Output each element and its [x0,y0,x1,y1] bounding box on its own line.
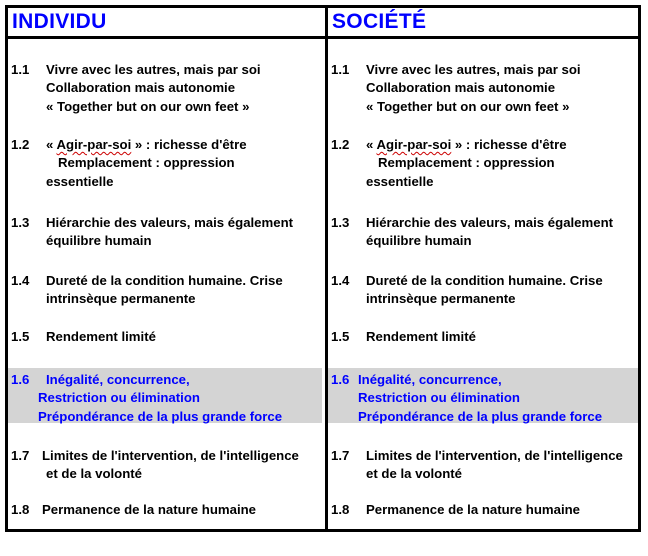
column-individu [8,39,322,529]
item-number: 1.8 [11,502,30,517]
item-line: Hiérarchie des valeurs, mais également [366,215,614,230]
comparison-table [5,5,641,532]
item-line: Limites de l'intervention, de l'intelligence [366,448,623,463]
item-line: Permanence de la nature humaine [42,502,257,517]
item-line: Remplacement : oppression [58,155,235,171]
item-number: 1.1 [331,62,350,77]
item-number: 1.7 [11,448,30,463]
item-line: Remplacement : oppression [378,155,555,171]
item-line: équilibre humain [46,233,152,249]
item-line: Prépondérance de la plus grande force [38,408,283,424]
item-line: Inégalité, concurrence, [358,372,502,387]
item-number: 1.1 [11,62,30,77]
item-line: Limites de l'intervention, de l'intelligence [42,448,299,463]
item-number: 1.4 [331,273,350,288]
item-number: 1.6 [11,372,30,387]
item-line: Rendement limité [366,329,476,344]
item-number: 1.3 [331,215,350,230]
spellcheck-word: Agir-par-soi [56,137,132,152]
item-1-6-highlighted [328,368,638,423]
item-line: Vivre avec les autres, mais par soi [46,62,261,77]
item-line: Collaboration mais autonomie [366,80,556,96]
item-line: « Agir-par-soi » : richesse d'être [46,137,247,152]
item-line: essentielle [46,173,114,189]
item-line: « Agir-par-soi » : richesse d'être [366,137,567,152]
item-line: Restriction ou élimination [38,390,200,406]
item-line: Prépondérance de la plus grande force [358,408,603,424]
item-line: Vivre avec les autres, mais par soi [366,62,581,77]
item-number: 1.4 [11,273,30,288]
header-individu: INDIVIDU [12,10,107,33]
item-number: 1.3 [11,215,30,230]
item-line: Collaboration mais autonomie [46,80,236,96]
item-line: et de la volonté [366,466,462,482]
item-line: « Together but on our own feet » [46,98,250,114]
item-line: Inégalité, concurrence, [46,372,190,387]
item-line: et de la volonté [46,466,142,482]
item-1-6-highlighted [8,368,322,423]
item-line: intrinsèque permanente [366,291,516,307]
item-line: essentielle [366,173,434,189]
item-line: Dureté de la condition humaine. Crise [46,273,283,288]
item-number: 1.6 [331,372,350,387]
item-number: 1.2 [331,137,350,152]
item-line: Dureté de la condition humaine. Crise [366,273,603,288]
column-societe [328,39,638,529]
item-line: Hiérarchie des valeurs, mais également [46,215,294,230]
item-number: 1.5 [11,329,30,344]
item-line: intrinsèque permanente [46,291,196,307]
item-number: 1.7 [331,448,350,463]
item-number: 1.8 [331,502,350,517]
header-societe: SOCIÉTÉ [332,10,427,33]
item-line: « Together but on our own feet » [366,98,570,114]
item-line: Restriction ou élimination [358,390,520,406]
item-number: 1.2 [11,137,30,152]
item-line: Rendement limité [46,329,156,344]
item-line: équilibre humain [366,233,472,249]
item-number: 1.5 [331,329,350,344]
spellcheck-word: Agir-par-soi [376,137,452,152]
item-line: Permanence de la nature humaine [366,502,581,517]
